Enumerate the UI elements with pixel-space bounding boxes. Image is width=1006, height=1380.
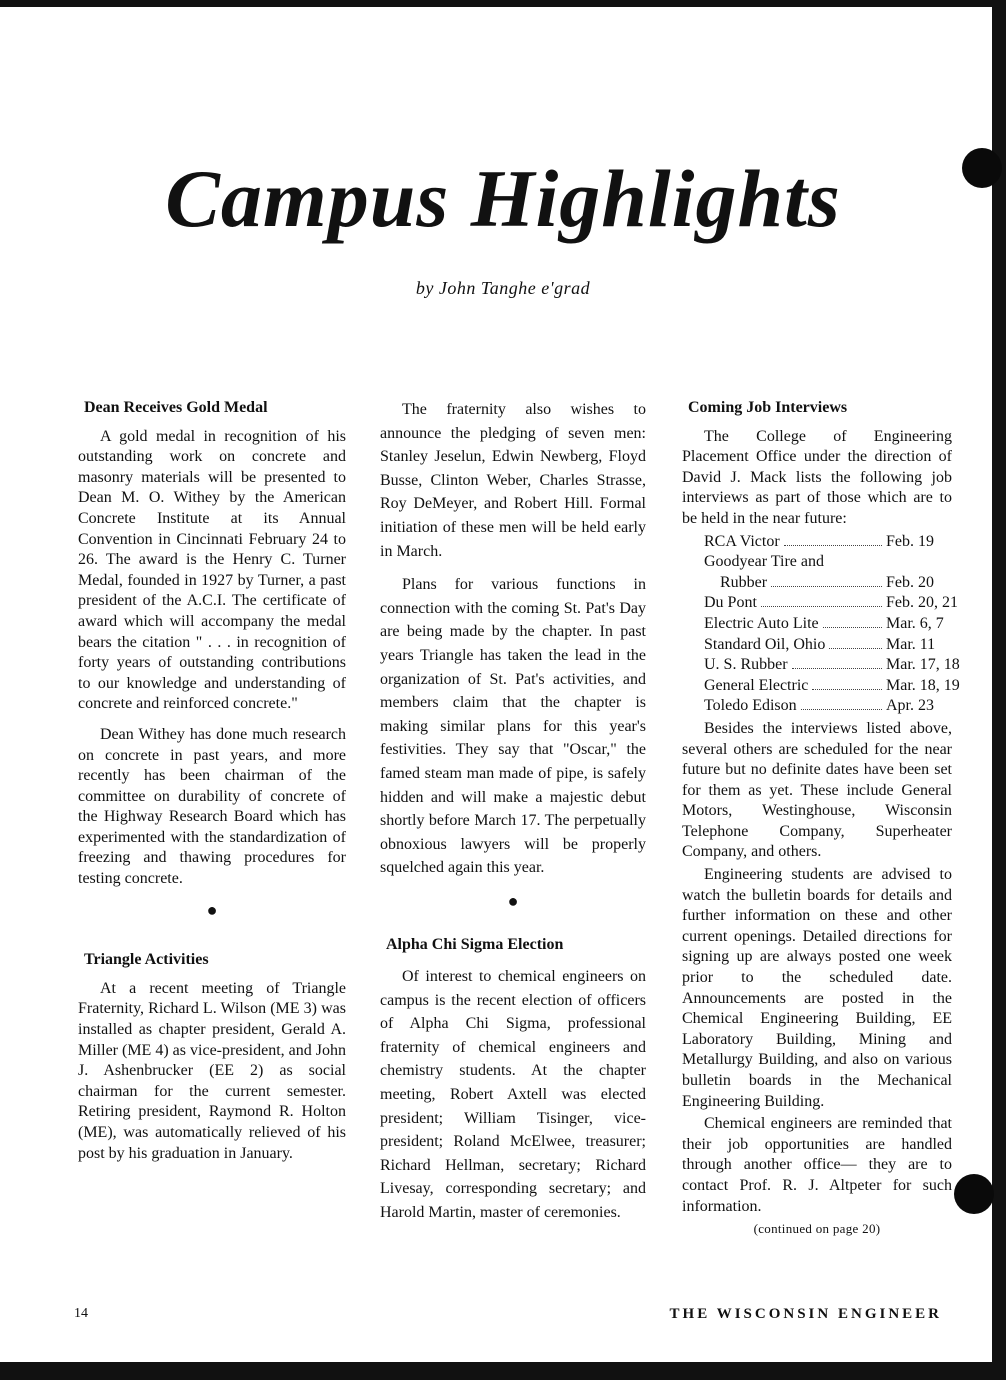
paragraph: Plans for various functions in connection with the coming St. Pat's Day are being made by the chapter. In past years Triangle has taken the lead in the organization of St. Pat's activities, and members claim that the chapter is making similar plans for this year's festivities. They say that "Oscar," the famed steam man made of pipe, is safely hidden and will make a majestic debut shortly before March 17. The perpetually obnoxious lawyers will be properly squelched again this year. bbox=[380, 576, 646, 877]
section-divider-dot: ● bbox=[206, 899, 218, 920]
page-title: Campus Highlights bbox=[165, 153, 841, 244]
page-number: 14 bbox=[74, 1306, 88, 1321]
scan-edge-top bbox=[0, 0, 1006, 7]
heading-triangle-activities: Triangle Activities bbox=[84, 951, 209, 969]
paragraph: Chemical engineers are reminded that their job opportunities are handled through another office— they are to contact Prof. R. J. Altpeter for such information. bbox=[682, 1115, 952, 1215]
heading-job-interviews: Coming Job Interviews bbox=[688, 399, 848, 416]
interview-schedule bbox=[682, 532, 960, 717]
paragraph: At a recent meeting of Triangle Fraternity, Richard L. Wilson (ME 3) was installed as chapter president, Gerald A. Miller (ME 4) as vice-president, and John J. Ashenbrucker (EE 2) as social chairman for the current semester. Retiring president, Raymond R. Holton (ME), was automatically relieved of his post by his graduation in January. bbox=[78, 979, 346, 1162]
magazine-name: THE WISCONSIN ENGINEER bbox=[669, 1306, 942, 1322]
binder-hole-bottom bbox=[954, 1174, 994, 1214]
paragraph: Dean Withey has done much research on concrete in past years, and more recently has been chairman of the committee on durability of concrete of the Highway Research Board which has experimented with the standardization of freezing and thawing procedures for testing concrete. bbox=[78, 725, 346, 888]
byline: by John Tanghe e'grad bbox=[415, 278, 591, 298]
scan-edge-bottom bbox=[0, 1362, 1006, 1380]
section-divider-dot: ● bbox=[507, 890, 519, 911]
schedule-row: Electric Auto Lite Mar. 6, 7 bbox=[704, 614, 944, 632]
schedule-row: RCA Victor Feb. 19 bbox=[704, 532, 934, 550]
paragraph: Engineering students are advised to watch the bulletin boards for details and further information on these and other current openings. Detailed directions for signing up are always posted one week prior to the scheduled date. Announcements are posted in the Chemical Engineering Building, EE Laboratory Building, Mining and Metallurgy Building, and also on various bulletin boards in the Mechanical Engineering Building. bbox=[682, 866, 952, 1110]
paragraph: Of interest to chemical engineers on campus is the recent election of officers of Alpha Chi Sigma, professional fraternity of chemical engineers and chemistry students. At the chapter meeting, Robert Axtell was elected president; William Tisinger, vice-president; Roland McElwee, treasurer; Richard Hellman, secretary; Richard Livesay, corresponding secretary; and Harold Martin, master of ceremonies. bbox=[380, 968, 646, 1221]
schedule-row: Goodyear Tire and bbox=[704, 553, 824, 571]
paragraph: Besides the interviews listed above, several others are scheduled for the near future but no definite dates have been set for them as yet. These include General Motors, Westinghouse, Wisconsin Telephone Company, Superheater Company, and others. bbox=[682, 719, 952, 861]
paragraph: A gold medal in recognition of his outstanding work on concrete and masonry materials will be presented to Dean M. O. Withey by the American Concrete Institute at its Annual Convention in Cincinnati February 24 to 26. The award is the Henry C. Turner Medal, founded in 1927 by Turner, a past president of the A.C.I. The certificate of award which will accompany the medal bears the citation " . . . in recognition of forty years of outstanding contributions to our knowledge and understanding of concrete and reinforced concrete." bbox=[78, 427, 346, 713]
heading-alpha-chi-sigma: Alpha Chi Sigma Election bbox=[386, 936, 564, 954]
heading-dean-medal: Dean Receives Gold Medal bbox=[84, 399, 268, 416]
column-middle bbox=[380, 398, 646, 1235]
schedule-row: Du Pont Feb. 20, 21 bbox=[704, 594, 958, 612]
column-right bbox=[682, 398, 960, 1240]
schedule-row: Rubber Feb. 20 bbox=[720, 573, 934, 591]
paragraph: The fraternity also wishes to announce the pledging of seven men: Stanley Jeselun, Edwin Newberg, Floyd Busse, Clinton Weber, Charles Strasse, Roy DeMeyer, and Robert Hill. Formal initiation of these men will be held early in March. bbox=[380, 401, 646, 560]
continued-note: (continued on page 20) bbox=[753, 1221, 881, 1237]
column-left bbox=[78, 398, 346, 1174]
schedule-row: Standard Oil, Ohio Mar. 11 bbox=[704, 635, 936, 653]
schedule-row: General Electric Mar. 18, 19 bbox=[704, 676, 960, 694]
paragraph: The College of Engineering Placement Office under the direction of David J. Mack lists the following job interviews as part of those which are to be held in the near future: bbox=[682, 427, 952, 527]
schedule-row: Toledo Edison Apr. 23 bbox=[704, 697, 934, 715]
schedule-row: U. S. Rubber Mar. 17, 18 bbox=[704, 656, 960, 674]
